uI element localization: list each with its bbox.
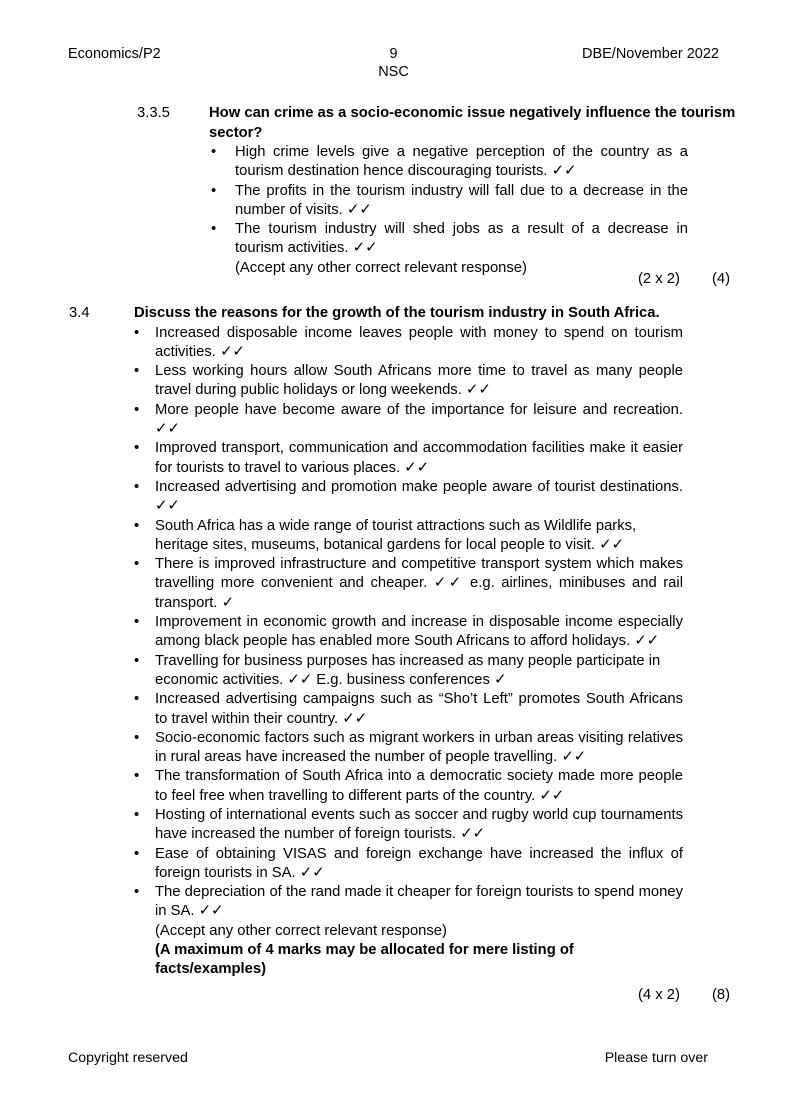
- answer-text: High crime levels give a negative perception of the country as a tourism destination hence discouraging tourists. ✓✓: [235, 144, 688, 180]
- bullet-icon: •: [134, 324, 140, 341]
- page-header: [68, 46, 719, 86]
- page-number: 9: [389, 46, 398, 62]
- answer-text: Increased advertising campaigns such as “Sho’t Left” promotes South Africans to travel within their country. ✓✓: [155, 691, 683, 727]
- list-item: [211, 220, 688, 259]
- bullet-icon: •: [134, 614, 140, 631]
- answer-text: Ease of obtaining VISAS and foreign exchange have increased the influx of foreign tourists in SA. ✓✓: [155, 845, 683, 881]
- turn-over-notice: Please turn over: [604, 1050, 708, 1066]
- list-item: [134, 729, 683, 768]
- bullet-icon: •: [134, 729, 140, 746]
- answer-list-3-4: [134, 324, 683, 980]
- bullet-icon: •: [211, 221, 217, 238]
- marks-multiplier-3-4: (4 x 2): [638, 987, 680, 1003]
- list-item: [134, 478, 683, 517]
- answer-text: Increased advertising and promotion make people aware of tourist destinations. ✓✓: [155, 478, 683, 515]
- marks-total-3-4: (8): [712, 987, 731, 1003]
- bullet-icon: •: [211, 182, 217, 199]
- question-number-3-4: 3.4: [69, 305, 90, 322]
- list-item: [134, 613, 683, 652]
- list-item: [134, 767, 683, 806]
- list-item: [134, 690, 683, 729]
- answer-text: There is improved infrastructure and competitive transport system which makes travelling more convenient and cheaper. ✓✓ e.g. airlines, minibuses and rail transport. ✓: [155, 556, 683, 611]
- bullet-icon: •: [134, 691, 140, 708]
- copyright-notice: Copyright reserved: [68, 1050, 188, 1066]
- question-body-3-3-5: [209, 104, 787, 143]
- question-number-3-3-5: 3.3.5: [137, 105, 170, 121]
- question-3-4: [0, 304, 787, 324]
- page-content: [0, 104, 787, 1003]
- question-body-3-4: [134, 304, 787, 324]
- listing-note-3-4: (A maximum of 4 marks may be allocated for mere listing of facts/examples): [155, 942, 574, 978]
- list-item: [211, 182, 688, 221]
- accept-note-3-3-5: (Accept any other correct relevant response): [235, 259, 527, 276]
- bullet-icon: •: [134, 556, 140, 573]
- header-session-label: DBE/November 2022: [581, 46, 719, 62]
- list-item: [134, 439, 683, 478]
- header-subject-label: Economics/P2: [68, 46, 161, 62]
- list-item: [134, 555, 683, 613]
- list-item: [134, 362, 683, 401]
- list-item: [134, 324, 683, 363]
- bullet-icon: •: [134, 884, 140, 901]
- answer-text: Increased disposable income leaves people with money to spend on tourism activities. ✓✓: [155, 324, 683, 360]
- list-item: [134, 652, 683, 691]
- bullet-icon: •: [211, 144, 217, 160]
- listing-note-item: [134, 941, 625, 980]
- bullet-icon: •: [134, 768, 140, 785]
- accept-note-3-4: (Accept any other correct relevant response): [155, 922, 447, 939]
- answer-text: More people have become aware of the importance for leisure and recreation. ✓✓: [155, 401, 683, 438]
- list-item: [134, 806, 683, 845]
- bullet-icon: •: [134, 845, 140, 862]
- bullet-icon: •: [134, 478, 140, 495]
- question-heading-3-4: Discuss the reasons for the growth of the tourism industry in South Africa.: [134, 305, 660, 322]
- marks-total-3-3-5: (4): [712, 271, 731, 287]
- answer-text: The depreciation of the rand made it cheaper for foreign tourists to spend money in SA. ✓✓: [155, 884, 683, 920]
- bullet-icon: •: [134, 363, 140, 380]
- question-3-3-5: [0, 104, 787, 143]
- list-item: [134, 883, 683, 922]
- answer-text: South Africa has a wide range of tourist attractions such as Wildlife parks, heritage sites, museums, botanical gardens for local people to visit. ✓✓: [155, 517, 637, 553]
- header-exam-body-label: NSC: [378, 64, 409, 80]
- answer-text: The profits in the tourism industry will fall due to a decrease in the number of visits. ✓✓: [235, 182, 688, 218]
- answer-text: The tourism industry will shed jobs as a result of a decrease in tourism activities. ✓✓: [235, 221, 688, 257]
- bullet-icon: •: [134, 401, 140, 418]
- bullet-icon: •: [134, 807, 140, 823]
- list-item: [211, 143, 688, 182]
- answer-text: The transformation of South Africa into a democratic society made more people to feel free when travelling to different parts of the country. ✓✓: [155, 768, 683, 804]
- answer-text: Hosting of international events such as soccer and rugby world cup tournaments have increased the number of foreign tourists. ✓✓: [155, 807, 683, 843]
- list-item: [134, 401, 683, 440]
- marks-multiplier-3-3-5: (2 x 2): [638, 271, 680, 287]
- answer-text: Socio-economic factors such as migrant workers in urban areas visiting relatives in rural areas have increased the number of people travelling. ✓✓: [155, 729, 683, 766]
- answer-list-3-3-5: [211, 143, 688, 278]
- accept-note-item: [134, 922, 683, 941]
- answer-text: Less working hours allow South Africans more time to travel as many people travel during public holidays or long weekends. ✓✓: [155, 363, 683, 399]
- question-heading-3-3-5: How can crime as a socio-economic issue negatively influence the tourism sector?: [209, 105, 736, 141]
- bullet-icon: •: [134, 652, 140, 669]
- answer-text: Improvement in economic growth and increase in disposable income especially among black people has enabled more South Africans to afford holidays. ✓✓: [155, 614, 683, 650]
- bullet-icon: •: [134, 517, 140, 534]
- list-item: [134, 845, 683, 884]
- list-item: [134, 517, 683, 556]
- bullet-icon: •: [134, 440, 140, 457]
- answer-text: Travelling for business purposes has increased as many people participate in economic activities. ✓✓ E.g. business conferences ✓: [155, 652, 661, 688]
- page-footer: [68, 1049, 719, 1069]
- answer-text: Improved transport, communication and accommodation facilities make it easier for tourists to travel to various places. ✓✓: [155, 440, 683, 476]
- accept-note-item: [211, 259, 688, 278]
